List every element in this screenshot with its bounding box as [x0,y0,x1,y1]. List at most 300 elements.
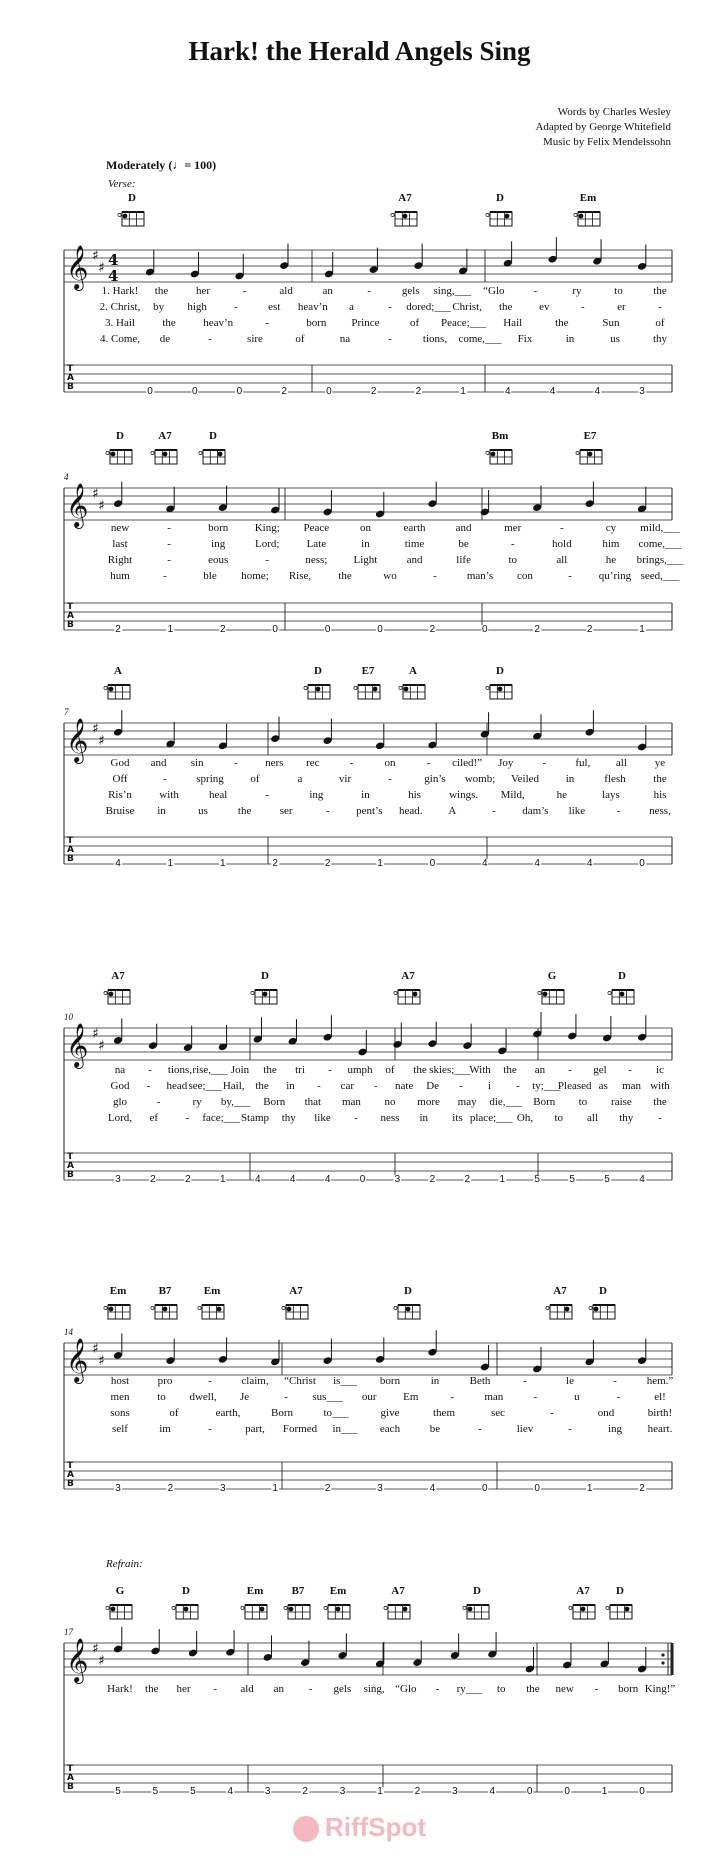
lyric-syllable: in [430,1375,440,1387]
lyric-syllable: born [208,522,229,534]
svg-text:♯: ♯ [98,1653,105,1669]
lyric-syllable: brings,___ [636,554,684,566]
lyric-syllable: may [457,1096,477,1108]
lyric-syllable: Ris’n [108,789,132,801]
lyric-syllable: to [496,1683,506,1695]
lyric-syllable: heal [209,789,228,801]
lyric-syllable: ing [309,789,324,801]
tab-number: 3 [452,1786,458,1797]
quarter-note-icon: ♩ [172,158,185,172]
lyric-syllable: - [265,317,270,329]
lyric-syllable: - [658,301,662,313]
svg-text:B: B [67,1479,74,1489]
lyric-syllable: of [169,1407,179,1419]
svg-text:T: T [67,1764,74,1774]
svg-text:B: B [67,1170,74,1180]
chord-label: G [547,970,557,982]
lyric-syllable: raise [611,1096,632,1108]
lyric-syllable: - [213,1683,218,1695]
lyric-syllable: spring [196,773,224,785]
lyric-syllable: heav’n [297,301,328,313]
tab-number: 2 [324,858,331,869]
lyric-syllable: im [159,1423,171,1435]
tab-number: 2 [414,1786,421,1797]
lyric-syllable: in___ [332,1423,358,1435]
lyric-syllable: gin’s [424,773,446,785]
svg-text:A: A [67,1470,74,1480]
lyric-syllable: - [208,1423,212,1435]
svg-text:♯: ♯ [98,498,105,514]
lyric-syllable: in [157,805,166,817]
lyric-syllable: Prince [351,317,380,329]
tab-number: 0 [526,1786,533,1797]
lyric-syllable: - [156,1096,161,1108]
lyric-syllable: is___ [333,1375,357,1387]
chord-label: D [182,1585,190,1597]
svg-text:B: B [67,1782,74,1792]
lyric-syllable: the [555,317,569,329]
lyric-syllable: King!” [644,1683,676,1695]
lyric-syllable: gel [593,1064,607,1076]
svg-text:A: A [67,611,74,621]
lyric-syllable: - [613,1375,617,1387]
chord-label: D [618,970,626,982]
tab-number: 1 [377,1786,383,1797]
lyric-syllable: - [616,805,621,817]
tab-number: 4 [115,858,121,869]
tab-number: 4 [324,1174,331,1185]
tab-number: 3 [639,386,645,397]
chord-label: D [599,1285,607,1297]
lyric-syllable: to [578,1096,588,1108]
tab-number: 4 [505,386,511,397]
tab-number: 0 [236,386,243,397]
tab-number: 1 [377,858,383,869]
tab-number: 2 [639,1483,645,1494]
lyric-syllable: - [533,285,538,297]
lyric-syllable: ners [265,757,284,769]
chord-label: A7 [401,970,415,982]
tab-number: 2 [220,624,226,635]
tab-number: 1 [220,858,226,869]
tab-number: 1 [167,858,174,869]
lyric-syllable: born [379,1375,401,1387]
lyric-syllable: her [196,285,211,297]
svg-text:B: B [67,382,74,392]
lyric-syllable: with [159,789,179,801]
lyric-syllable: - [388,333,392,345]
lyric-syllable: God [110,757,130,769]
lyric-syllable: - [435,1683,440,1695]
lyric-syllable: car [340,1080,355,1092]
lyric-syllable: man [622,1080,642,1092]
svg-text:♯: ♯ [92,1641,99,1657]
lyric-syllable: umph [347,1064,373,1076]
lyric-syllable: ic [656,1064,664,1076]
credit-adaptation: Adapted by George Whitefield [535,121,671,133]
lyric-syllable: ef [149,1112,159,1124]
measure-number: 14 [64,1327,73,1337]
chord-label: D [314,665,322,677]
lyric-syllable: Fix [517,333,533,345]
lyric-syllable: - [325,805,330,817]
lyric-syllable: - [317,1080,321,1092]
chord-label: Em [246,1585,264,1597]
tab-number: 1 [499,1174,506,1185]
lyric-syllable: come,___ [638,538,682,550]
lyric-syllable: in [361,789,370,801]
lyric-syllable: sing,___ [433,285,472,297]
lyric-syllable: - [167,554,171,566]
lyric-syllable: he [605,554,617,566]
lyric-syllable: - [233,301,238,313]
svg-text:T: T [67,1152,74,1162]
lyric-syllable: - [628,1064,632,1076]
lyric-syllable: Born [533,1096,556,1108]
chord-label: D [616,1585,624,1597]
lyric-syllable: - [373,1080,378,1092]
lyric-syllable: ry [572,285,582,297]
lyric-syllable: on [384,757,396,769]
tab-number: 3 [394,1174,401,1185]
lyric-syllable: God [110,1080,130,1092]
lyric-syllable: ald [279,285,293,297]
measure-number: 7 [64,707,69,717]
lyric-syllable: Lord; [255,538,280,550]
lyric-syllable: give [380,1407,400,1419]
lyric-syllable: to [508,554,517,566]
tab-number: 0 [272,624,278,635]
lyric-syllable: ful, [575,757,591,769]
watermark-text: RiffSpot [324,1812,427,1842]
lyric-syllable: wings. [449,789,479,801]
svg-text:𝄞: 𝄞 [66,1638,89,1682]
lyric-syllable: her [176,1683,191,1695]
lyric-syllable: “Christ [284,1375,316,1387]
tab-number: 1 [272,1483,278,1494]
tab-number: 0 [377,624,383,635]
tab-number: 0 [147,386,153,397]
lyric-syllable: Peace;___ [441,317,487,329]
lyric-syllable: the [526,1683,540,1695]
tab-number: 4 [489,1786,496,1797]
lyric-syllable: - [388,773,392,785]
lyric-syllable: Pleased [557,1080,592,1092]
lyric-syllable: ble [203,570,217,582]
lyric-syllable: of [655,317,665,329]
lyric-syllable: ry [192,1096,202,1108]
song-title: Hark! the Herald Angels Sing [188,36,531,66]
lyric-syllable: na [339,333,351,345]
lyric-syllable: by,___ [220,1096,251,1108]
lyric-syllable: - [208,333,212,345]
chord-label: A [409,665,417,677]
lyric-syllable: all [556,554,568,566]
lyric-syllable: and [455,522,472,534]
tab-number: 2 [464,1174,471,1185]
lyric-syllable: the [237,805,252,817]
lyric-syllable: to___ [323,1407,349,1419]
lyric-syllable: With [469,1064,491,1076]
lyric-syllable: cy [605,522,617,534]
lyric-syllable: er [617,301,626,313]
chord-label: D [116,430,124,442]
svg-text:𝄞: 𝄞 [66,1023,89,1067]
lyric-syllable: Veiled [510,773,540,785]
lyric-syllable: the [162,317,176,329]
tab-number: 4 [639,1174,645,1185]
chord-label: D [496,665,504,677]
lyric-syllable: the [263,1064,277,1076]
lyric-syllable: tri [295,1064,305,1076]
lyric-syllable: Late [306,538,327,550]
lyric-syllable: the [255,1080,269,1092]
lyric-syllable: pent’s [356,805,383,817]
lyric-syllable: each [379,1423,401,1435]
svg-text:T: T [67,836,74,846]
lyric-syllable: ness [380,1112,400,1124]
lyric-syllable: Joy [498,757,514,769]
tab-number: 5 [190,1786,196,1797]
lyric-syllable: - [568,570,572,582]
credit-music: Music by Felix Mendelssohn [542,136,671,148]
tab-number: 2 [302,1786,308,1797]
lyric-syllable: ev [539,301,550,313]
lyric-syllable: - [308,1683,313,1695]
measure-number: 17 [64,1627,73,1637]
chord-label: Em [579,192,597,204]
lyric-syllable: born [306,317,327,329]
lyric-syllable: - [533,1391,538,1403]
tab-number: 1 [167,624,174,635]
lyric-syllable: an [322,285,333,297]
lyric-syllable: mild,___ [640,522,680,534]
tab-number: 3 [339,1786,346,1797]
lyric-syllable: lays [602,789,620,801]
tab-number: 1 [586,1483,593,1494]
lyric-syllable: glo [112,1096,128,1108]
lyric-line [0,1683,676,1697]
lyric-syllable: - [426,757,431,769]
svg-text:𝄞: 𝄞 [66,483,89,527]
lyric-syllable: eous [208,554,229,566]
tab-number: 0 [326,386,332,397]
lyric-syllable: of [385,1064,395,1076]
lyric-syllable: 2. Christ, [99,301,141,313]
measure-number: 10 [64,1012,73,1022]
lyric-syllable: and [150,757,167,769]
lyric-syllable: with [650,1080,670,1092]
lyric-syllable: an [273,1683,285,1695]
tab-number: 5 [569,1174,575,1185]
lyric-syllable: gels [401,285,420,297]
lyric-syllable: part, [245,1423,265,1435]
tab-number: 4 [549,386,556,397]
lyric-syllable: na [114,1064,126,1076]
lyric-syllable: his [653,789,667,801]
lyric-syllable: - [167,522,171,534]
chord-label: D [128,192,136,204]
lyric-syllable: - [568,1064,572,1076]
lyric-syllable: us [198,805,208,817]
lyric-syllable: ciled!” [452,757,483,769]
chord-label: E7 [583,430,597,442]
lyric-syllable: man [484,1391,504,1403]
lyric-syllable: no [384,1096,396,1108]
lyric-syllable: - [581,301,585,313]
lyric-syllable: - [594,1683,599,1695]
lyric-syllable: he [556,789,568,801]
lyric-syllable: ness, [649,805,671,817]
chord-label: B7 [291,1585,305,1597]
lyric-syllable: 1. Hark! [101,285,139,297]
lyric-syllable: sing, [363,1683,385,1695]
lyric-syllable: man’s [466,570,494,582]
lyric-syllable: - [516,1080,520,1092]
svg-text:4: 4 [108,267,119,285]
lyric-syllable: - [233,757,238,769]
lyric-syllable: el! [654,1391,666,1403]
svg-text:B: B [67,854,74,864]
tab-number: 2 [415,386,422,397]
lyric-syllable: womb; [464,773,496,785]
lyric-syllable: born [618,1683,639,1695]
lyric-syllable: hum [110,570,130,582]
lyric-syllable: all [615,757,627,769]
lyric-syllable: - [148,1064,152,1076]
lyric-syllable: vir [338,773,352,785]
lyric-syllable: new [555,1683,574,1695]
tab-number: 5 [152,1786,159,1797]
lyric-syllable: de [159,333,171,345]
tab-number: 2 [429,1174,436,1185]
svg-text:♯: ♯ [92,486,99,502]
lyric-syllable: sire [247,333,263,345]
tab-number: 3 [264,1786,271,1797]
tab-number: 0 [359,1174,366,1185]
tab-number: 2 [167,1483,174,1494]
lyric-syllable: all [587,1112,598,1124]
lyric-syllable: men [110,1391,130,1403]
lyric-syllable: i [487,1080,491,1092]
lyric-syllable: dwell, [189,1391,217,1403]
lyric-syllable: like [314,1112,331,1124]
lyric-syllable: birth! [647,1407,673,1419]
lyric-syllable: - [367,285,372,297]
svg-text:♯: ♯ [98,733,105,749]
lyric-syllable: “Glo [395,1683,417,1695]
lyric-syllable: Born [271,1407,293,1419]
lyric-syllable: - [354,1112,359,1124]
lyric-syllable: heav’n [203,317,234,329]
tempo-bpm: = 100 [184,158,213,172]
lyric-syllable: the [653,285,667,297]
tab-number: 0 [482,624,488,635]
lyric-syllable: pro [157,1375,173,1387]
lyric-syllable: the [653,773,667,785]
lyric-syllable: con [517,570,533,582]
lyric-syllable: earth [403,522,426,534]
lyric-syllable: - [542,757,547,769]
tab-number: 2 [324,1483,331,1494]
lyric-syllable: man [341,1096,361,1108]
lyric-syllable: life [456,554,471,566]
lyric-syllable: - [559,522,564,534]
tab-number: 0 [639,858,645,869]
lyric-syllable: Sun [602,317,620,329]
chord-label: A7 [289,1285,303,1297]
tab-number: 0 [191,386,198,397]
svg-text:A: A [67,1773,74,1783]
lyric-syllable: Christ, [452,301,482,313]
lyric-syllable: 3. Hail [105,317,135,329]
lyric-syllable: - [616,1391,621,1403]
svg-text:♯: ♯ [98,1038,105,1054]
verse-label: Verse: [108,178,136,190]
lyric-syllable: sec [490,1407,506,1419]
lyric-syllable: thy [619,1112,634,1124]
lyric-syllable: in [419,1112,429,1124]
lyric-syllable: to [157,1391,166,1403]
lyric-syllable: - [459,1080,463,1092]
lyric-syllable: the [145,1683,159,1695]
tab-number: 2 [586,624,593,635]
lyric-syllable: Join [230,1064,250,1076]
lyric-syllable: le [566,1375,574,1387]
lyric-syllable: die,___ [489,1096,523,1108]
lyric-syllable: - [185,1112,190,1124]
lyric-syllable: ye [654,757,666,769]
lyric-syllable: in [361,538,370,550]
lyric-syllable: Lord, [107,1112,133,1124]
lyric-syllable: Bruise [105,805,135,817]
lyric-syllable: - [568,1423,572,1435]
chord-label: D [496,192,504,204]
lyric-syllable: thy [652,333,668,345]
tab-number: 4 [586,858,593,869]
chord-label: E7 [361,665,375,677]
lyric-syllable: the [338,570,352,582]
lyric-syllable: that [304,1096,322,1108]
watermark-logo [0,1812,719,1843]
lyric-syllable: dam’s [522,805,549,817]
tab-number: 2 [272,858,278,869]
lyric-syllable: see;___ [188,1080,223,1092]
lyric-syllable: ald [240,1683,254,1695]
lyric-syllable: come,___ [458,333,502,345]
lyric-syllable: sus___ [312,1391,343,1403]
lyric-syllable: by [153,301,165,313]
lyric-syllable: an [534,1064,546,1076]
tab-number: 5 [115,1786,121,1797]
tab-number: 1 [639,624,645,635]
lyric-syllable: on [359,522,371,534]
lyric-syllable: of [409,317,420,329]
chord-label: Bm [491,430,509,442]
lyric-syllable: Em [403,1391,419,1403]
lyric-syllable: face;___ [202,1112,241,1124]
tab-number: 2 [534,624,540,635]
lyric-syllable: gels [333,1683,352,1695]
svg-text:𝄞: 𝄞 [66,1338,89,1382]
lyric-syllable: hem.” [646,1375,674,1387]
chord-label: D [404,1285,412,1297]
lyric-syllable: - [510,538,515,550]
svg-text:4: 4 [108,251,119,269]
lyric-syllable: ty;___ [532,1080,561,1092]
measure-number: 4 [64,472,69,482]
lyric-syllable: qu’ring [598,570,632,582]
